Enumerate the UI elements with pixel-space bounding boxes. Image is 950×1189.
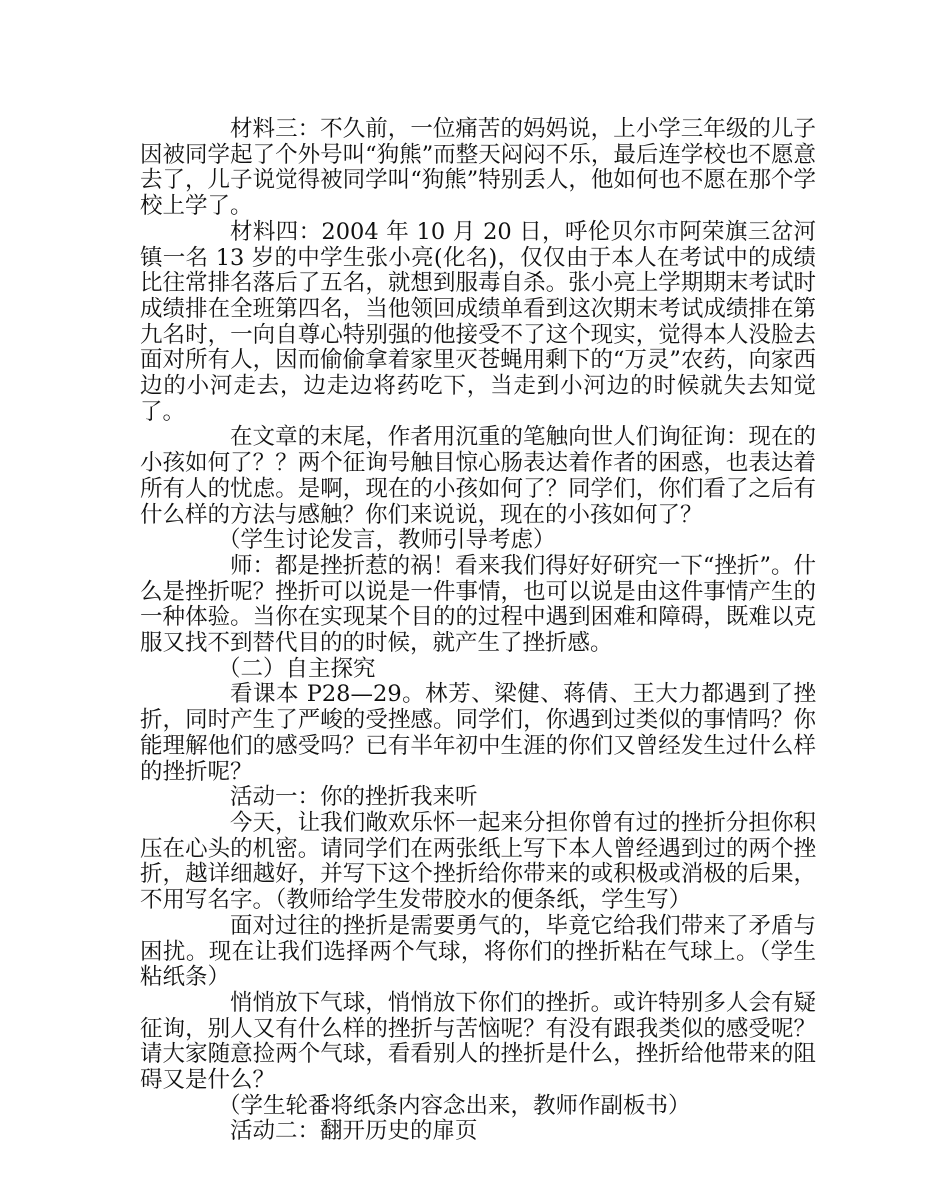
paragraph-student-discussion: （学生讨论发言，教师引导考虑） (218, 527, 556, 554)
paragraph-material-four: 材料四：2004 年 10 月 20 日，呼伦贝尔市阿荣旗三岔河镇一名 13 岁的中学生张小亮(化名)，仅仅由于本人在考试中的成绩比往常排名落后了五名，就想到服毒自杀。张小亮上学期期末考试时成绩排在全班第四名，当他领回成绩单看到这次期末考试成绩排在第九名时，一向自尊心特别强的他接受不了这个现实，觉得本人没脸去面对所有人，因而偷偷拿着家里灭苍蝇用剩下的“万灵”农药，向家西边的小河走去，边走边将药吃下，当走到小河边的时候就失去知觉了。 (140, 218, 816, 425)
paragraph-textbook-reference: 看课本 P28—29。林芳、梁健、蒋倩、王大力都遇到了挫折，同时产生了严峻的受挫感。同学们，你遇到过类似的事情吗？你能理解他们的感受吗？已有半年初中生涯的你们又曾经发生过什么样的挫折呢？ (140, 681, 816, 785)
paragraph-article-ending: 在文章的末尾，作者用沉重的笔触向世人们询征询：现在的小孩如何了？？两个征询号触目惊心肠表达着作者的困惑，也表达着所有人的忧虑。是啊，现在的小孩如何了？同学们，你们看了之后有什么样的方法与感触？你们来说说，现在的小孩如何了？ (140, 424, 816, 528)
paragraph-material-three: 材料三：不久前，一位痛苦的妈妈说，上小学三年级的儿子因被同学起了个外号叫“狗熊”而整天闷闷不乐，最后连学校也不愿意去了，儿子说觉得被同学叫“狗熊”特别丢人，他如何也不愿在那个学校上学了。 (140, 116, 816, 220)
paragraph-students-read-notes: （学生轮番将纸条内容念出来，教师作副板书） (218, 1092, 691, 1119)
activity-two-heading: 活动二：翻开历史的扉页 (230, 1118, 478, 1145)
section-heading-self-exploration: （二）自主探究 (218, 655, 376, 682)
activity-one-heading: 活动一：你的挫折我来听 (230, 784, 478, 811)
paragraph-teacher-frustration: 师：都是挫折惹的祸！看来我们得好好研究一下“挫折”。什么是挫折呢？挫折可以说是一件事情，也可以说是由这件事情产生的一种体验。当你在实现某个目的的过程中遇到困难和障碍，既难以克服又找不到替代目的的时候，就产生了挫折感。 (140, 552, 816, 657)
paragraph-balloons: 面对过往的挫折是需要勇气的，毕竟它给我们带来了矛盾与困扰。现在让我们选择两个气球，将你们的挫折粘在气球上。（学生粘纸条） (140, 912, 816, 991)
document-body (140, 117, 816, 1145)
paragraph-put-down-balloons: 悄悄放下气球，悄悄放下你们的挫折。或许特别多人会有疑征询，别人又有什么样的挫折与苦恼呢？有没有跟我类似的感受呢？请大家随意捡两个气球，看看别人的挫折是什么，挫折给他带来的阻碍又是什么？ (140, 989, 816, 1094)
paragraph-share-frustration: 今天，让我们敞欢乐怀一起来分担你曾有过的挫折分担你积压在心头的机密。请同学们在两张纸上写下本人曾经遇到过的两个挫折，越详细越好，并写下这个挫折给你带来的或积极或消极的后果，不用写名字。（教师给学生发带胶水的便条纸，学生写） (140, 809, 816, 914)
